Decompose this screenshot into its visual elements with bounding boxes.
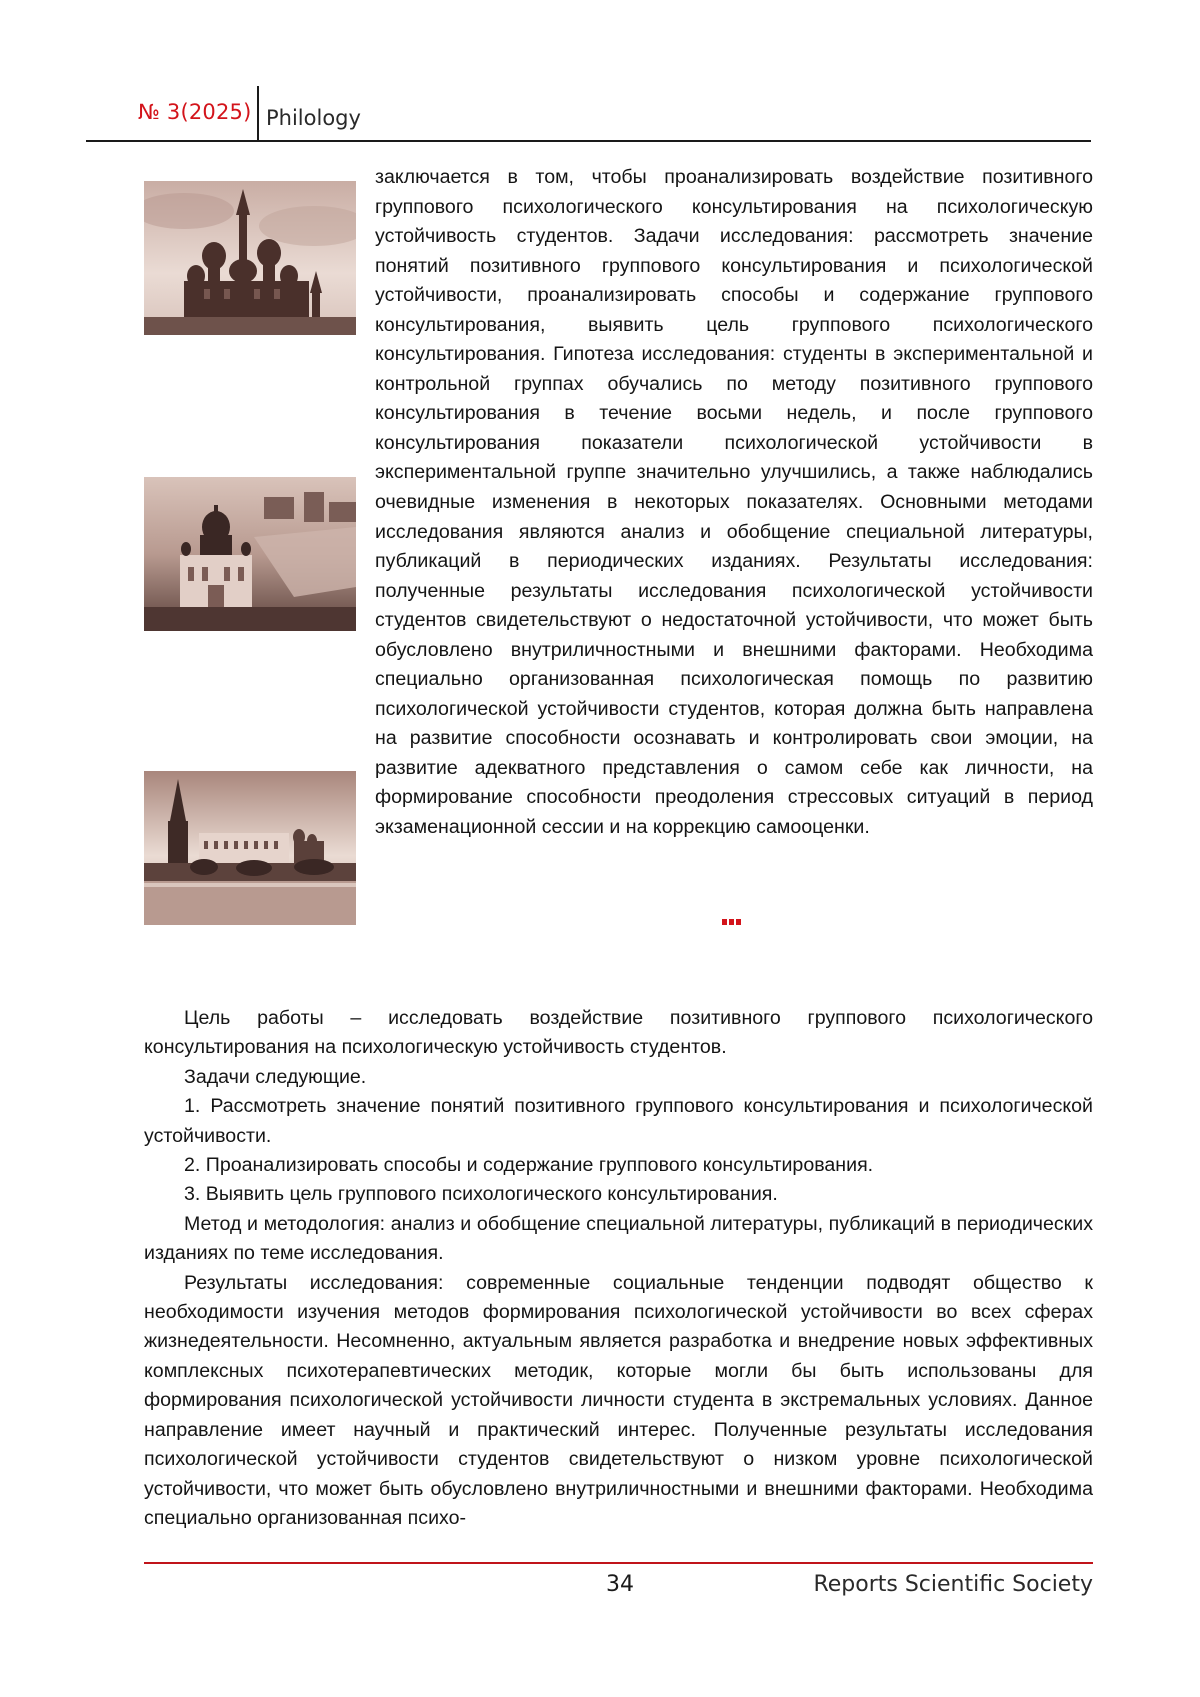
page-number: 34 xyxy=(606,1572,634,1597)
kremlin-photo-icon xyxy=(144,771,356,925)
cathedral-photo-icon xyxy=(144,477,356,631)
footer-rule xyxy=(144,1562,1093,1564)
issue-number: № 3(2025) xyxy=(138,100,252,124)
photo-st-basils-cathedral xyxy=(144,181,356,335)
tasks-intro: Задачи следующие. xyxy=(184,1065,367,1088)
abstract-text: заключается в том, чтобы проанализировать воздействие позитивного группового психологического консультирования на психологическую устойчивость студентов. Задачи исследования: рассмотреть значение понятий позитивного группового консультирования и психологической устойчивости, проанализировать способы и содержание группового консультирования, выявить цель группового психологического консультирования. Гипотеза исследования: студенты в экспериментальной и контрольной группах обучались по методу позитивного группового консультирования в течение восьми недель, и после группового консультирования показатели психологической устойчивости в экспериментальной группе значительно улучшились, а также наблюдались очевидные изменения в некоторых показателях. Основными методами исследования являются анализ и обобщение специальной литературы, публикаций в периодических изданиях. Результаты исследования: полученные результаты исследования психологической устойчивости студентов свидетельствуют о недостаточной устойчивости, что может быть обусловлено внутриличностными и внешними факторами. Необходима специально организованная психологическая помощь по развитию психологической устойчивости студентов, которая должна быть направлена на развитие способности осознавать и контролировать свои эмоции, на развитие адекватного представления о самом себе как личности, на формирование способности преодоления стрессовых ситуаций в период экзаменационной сессии и на коррекцию самооценки. xyxy=(375,166,1093,839)
header-rule xyxy=(86,140,1091,142)
section-title: Philology xyxy=(266,106,361,130)
section-separator-dots xyxy=(722,919,742,925)
photo-christ-saviour-cathedral xyxy=(144,477,356,631)
results-paragraph: Результаты исследования: современные социальные тенденции подводят общество к необходимости изучения методов формирования психологической устойчивости во всех сферах жизнедеятельности. Несомненно, актуальным является разработка и внедрение новых эффективных комплексных психотерапевтических методик, которые могли бы быть использованы для формирования психологической устойчивости личности студента в экстремальных условиях. Данное направление имеет научный и практический интерес. Полученные результаты исследования психологической устойчивости студентов свидетельствуют о низком уровне психологической устойчивости, что может быть обусловлено внутриличностными и внешними факторами. Необходима специально организованная психо- xyxy=(144,1271,1093,1529)
method-paragraph: Метод и методология: анализ и обобщение специальной литературы, публикаций в периодических изданиях по теме исследования. xyxy=(144,1212,1093,1265)
cathedral-photo-icon xyxy=(144,181,356,335)
task-item: 2. Проанализировать способы и содержание группового консультирования. xyxy=(184,1154,874,1177)
goal-paragraph: Цель работы – исследовать воздействие позитивного группового психологического консультирования на психологическую устойчивость студентов. xyxy=(144,1007,1093,1059)
task-item: 3. Выявить цель группового психологического консультирования. xyxy=(184,1183,778,1206)
article-body xyxy=(144,1004,1093,1533)
header-divider xyxy=(257,86,259,142)
photo-kremlin-embankment xyxy=(144,771,356,925)
journal-name: Reports Scientific Society xyxy=(813,1572,1093,1597)
abstract-block xyxy=(375,163,1093,843)
task-item: 1. Рассмотреть значение понятий позитивного группового консультирования и психологической устойчивости. xyxy=(144,1095,1093,1147)
